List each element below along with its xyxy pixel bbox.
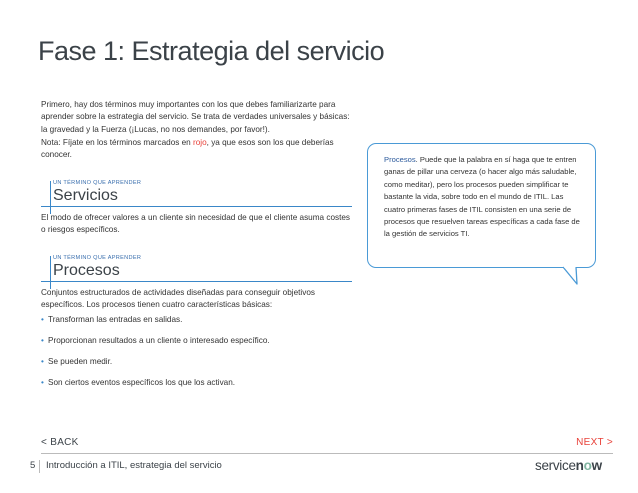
procesos-definition: Conjuntos estructurados de actividades diseñadas para conseguir objetivos específicos. Los procesos tienen cuatro características básicas:: [41, 288, 315, 310]
note-paragraph: [41, 137, 351, 162]
note-text-before: Nota: Fíjate en los términos marcados en: [41, 138, 193, 147]
section-accent-line: [50, 256, 51, 289]
svg-text:servicenow: servicenow: [535, 458, 602, 473]
list-item-text: Son ciertos eventos específicos los que los activan.: [48, 378, 236, 387]
section-title: Servicios: [53, 187, 118, 204]
note-text-after: , ya que esos son los que deberías conocer.: [41, 138, 334, 160]
list-item-text: Transforman las entradas en salidas.: [48, 315, 183, 324]
footer-divider: [41, 453, 613, 454]
list-item-text: Proporcionan resultados a un cliente o interesado específico.: [48, 336, 270, 345]
callout-term: Procesos: [384, 155, 416, 164]
callout-bubble: [367, 143, 596, 268]
section-accent-line: [50, 181, 51, 214]
callout-text: [384, 154, 584, 241]
next-button[interactable]: NEXT >: [576, 437, 613, 448]
section-kicker: UN TÉRMINO QUE APRENDER: [53, 255, 142, 261]
section-kicker: UN TÉRMINO QUE APRENDER: [53, 180, 142, 186]
footer-separator: [39, 460, 40, 473]
characteristics-list: [41, 314, 351, 398]
servicenow-logo-icon: [535, 454, 613, 476]
list-item: [41, 335, 351, 347]
intro-paragraph: Primero, hay dos términos muy importantes con los que debes familiarizarte para aprender sobre la estrategia del servicio. Se trata de verdades universales y básicas: la gravedad y la Fuerza (¡Lucas, no nos demandes, por favor!).: [41, 100, 350, 134]
section-divider: [41, 281, 352, 282]
servicios-definition: El modo de ofrecer valores a un cliente sin necesidad de que el cliente asuma costes o riesgos específicos.: [41, 213, 351, 235]
bullet-icon: •: [41, 357, 44, 366]
bullet-icon: •: [41, 336, 44, 345]
list-item-text: Se pueden medir.: [48, 357, 113, 366]
back-button[interactable]: < BACK: [41, 437, 79, 448]
page-number: 5: [30, 460, 36, 471]
bullet-icon: •: [41, 378, 44, 387]
section-divider: [41, 206, 352, 207]
bullet-icon: •: [41, 315, 44, 324]
list-item: [41, 377, 351, 389]
callout-body: . Puede que la palabra en sí haga que te entren ganas de pillar una cerveza (o hacer algo más saludable, como meditar), pero los procesos pueden simplificar te bastante la vida, sobre todo en el mundo de ITIL. Las cuatro primeras fases de ITIL consisten en una serie de procesos que resuelven tareas específicas a cada fase de la gestión de servicios TI.: [384, 155, 580, 239]
callout-tail-icon: [562, 266, 580, 286]
footer-title: Introducción a ITIL, estrategia del servicio: [46, 460, 222, 471]
list-item: [41, 356, 351, 368]
section-title: Procesos: [53, 262, 120, 279]
page-title: Fase 1: Estrategia del servicio: [38, 36, 385, 66]
note-red-word: rojo: [193, 138, 207, 147]
list-item: [41, 314, 351, 326]
